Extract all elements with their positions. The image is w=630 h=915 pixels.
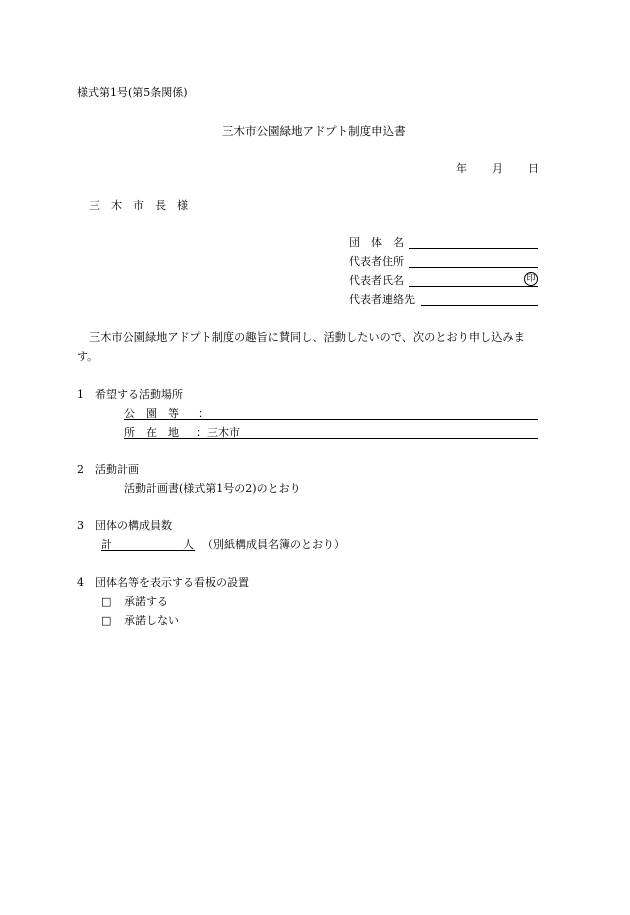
- accept-option-label: 承諾する: [124, 595, 168, 608]
- form-number: 様式第1号(第5条関係): [77, 86, 188, 99]
- date-day-label: 日: [528, 162, 539, 175]
- form-title: 三木市公園緑地アドプト制度申込書: [222, 124, 406, 138]
- location-field[interactable]: [124, 438, 538, 439]
- representative-contact-field[interactable]: [421, 305, 538, 306]
- section-4-heading: 4 団体名等を表示する看板の設置: [77, 576, 249, 589]
- date-year-label: 年: [456, 162, 467, 175]
- section-3-heading: 3 団体の構成員数: [77, 519, 172, 532]
- date-month-label: 月: [492, 162, 503, 175]
- representative-contact-label: 代表者連絡先: [349, 293, 415, 306]
- location-value: ：三木市: [196, 426, 240, 439]
- park-separator: ：: [198, 407, 209, 420]
- representative-address-label: 代表者住所: [349, 255, 404, 268]
- representative-name-field[interactable]: [409, 286, 538, 287]
- group-name-field[interactable]: [409, 248, 538, 249]
- member-total-prefix: 計: [101, 538, 112, 551]
- member-list-note: （別紙構成員名簿のとおり）: [202, 538, 345, 551]
- section-2-heading: 2 活動計画: [77, 463, 139, 476]
- seal-mark: 印: [524, 272, 538, 286]
- location-label: 所 在 地: [124, 426, 179, 439]
- addressee: 三 木 市 長 様: [89, 199, 188, 212]
- member-count-field[interactable]: [101, 550, 195, 551]
- park-label: 公 園 等: [124, 407, 179, 420]
- activity-plan-text: 活動計画書(様式第1号の2)のとおり: [124, 482, 301, 495]
- group-name-label: 団 体 名: [349, 236, 404, 249]
- decline-checkbox[interactable]: □: [101, 614, 112, 627]
- section-1-heading: 1 希望する活動場所: [77, 388, 183, 401]
- intro-line-2: す。: [77, 350, 99, 363]
- representative-address-field[interactable]: [409, 267, 538, 268]
- decline-option-label: 承諾しない: [124, 614, 179, 627]
- accept-checkbox[interactable]: □: [101, 595, 112, 608]
- member-unit: 人: [183, 538, 194, 551]
- intro-line-1: 三木市公園緑地アドプト制度の趣旨に賛同し、活動したいので、次のとおり申し込みま: [89, 331, 525, 344]
- park-field[interactable]: [124, 419, 538, 420]
- representative-name-label: 代表者氏名: [349, 274, 404, 287]
